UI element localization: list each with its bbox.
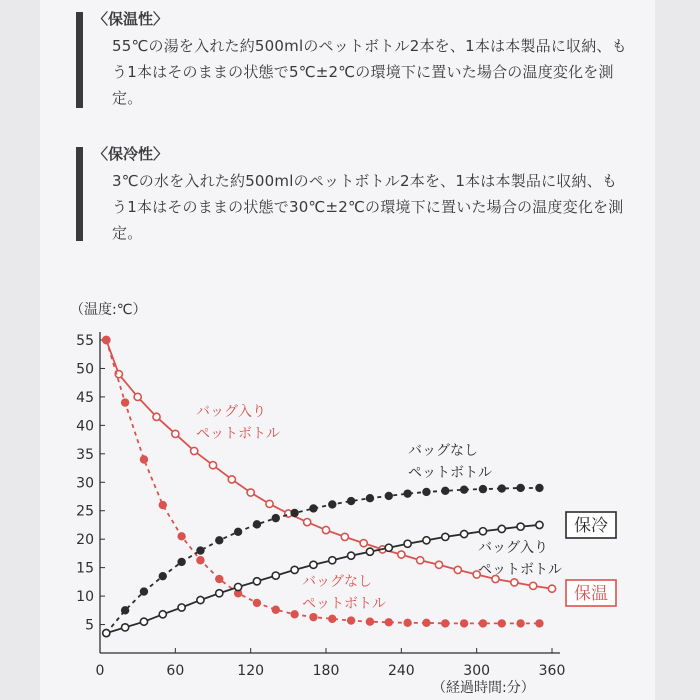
data-point: [309, 504, 317, 512]
y-tick-label: 20: [76, 532, 94, 549]
data-point: [366, 548, 373, 555]
x-tick-label: 300: [463, 663, 491, 679]
data-point: [403, 619, 411, 627]
data-point: [216, 590, 223, 597]
data-point: [516, 619, 524, 627]
data-point: [291, 566, 298, 573]
data-point: [272, 572, 279, 579]
data-point: [140, 618, 147, 625]
data-point: [417, 557, 424, 564]
data-point: [159, 501, 167, 509]
data-point: [140, 455, 148, 463]
data-point: [196, 546, 204, 554]
data-point: [122, 624, 129, 631]
warm-heading: 〈保温性〉: [93, 10, 169, 28]
data-point: [172, 430, 179, 437]
data-point: [479, 619, 487, 627]
data-point: [329, 557, 336, 564]
series-label: ペットボトル: [196, 426, 280, 442]
group-tag-label: 保温: [574, 584, 608, 604]
data-point: [535, 619, 543, 627]
data-point: [290, 509, 298, 517]
y-tick-label: 55: [76, 333, 94, 349]
data-point: [479, 528, 486, 535]
data-point: [511, 579, 518, 586]
cold-heading: 〈保冷性〉: [93, 145, 169, 163]
y-tick-label: 5: [85, 617, 94, 634]
x-tick-label: 0: [95, 663, 105, 679]
data-point: [253, 578, 260, 585]
data-point: [196, 556, 204, 564]
data-point: [516, 484, 524, 492]
data-point: [177, 558, 185, 566]
data-point: [266, 500, 273, 507]
data-point: [435, 561, 442, 568]
data-point: [347, 616, 355, 624]
data-point: [140, 587, 148, 595]
data-point: [121, 398, 129, 406]
y-tick-label: 10: [76, 589, 94, 606]
data-point: [178, 604, 185, 611]
data-point: [461, 530, 468, 537]
data-point: [228, 476, 235, 483]
data-point: [103, 629, 110, 636]
data-point: [304, 519, 311, 526]
x-tick-label: 60: [166, 663, 185, 679]
x-tick-label: 180: [312, 663, 340, 679]
series-label: バッグ入り: [196, 404, 266, 420]
data-point: [498, 484, 506, 492]
warm-description: 55℃の湯を入れた約500mlのペットボトル2本を、1本は本製品に収納、もう1本はそのままの状態で5℃±2℃の環境下に置いた場合の温度変化を測定。: [112, 37, 627, 107]
y-tick-label: 45: [76, 389, 94, 406]
data-point: [460, 485, 468, 493]
y-tick-label: 25: [76, 503, 94, 520]
data-point: [441, 487, 449, 495]
data-point: [197, 596, 204, 603]
data-point: [102, 336, 110, 344]
data-point: [422, 619, 430, 627]
series-label: バッグなし: [408, 443, 478, 459]
data-point: [153, 413, 160, 420]
y-tick-label: 30: [76, 475, 94, 492]
data-point: [191, 447, 198, 454]
data-point: [290, 610, 298, 618]
data-point: [272, 514, 280, 522]
data-point: [442, 533, 449, 540]
data-point: [548, 585, 555, 592]
data-point: [385, 544, 392, 551]
y-tick-label: 35: [76, 446, 94, 463]
series-label: ペットボトル: [408, 465, 492, 481]
data-point: [441, 619, 449, 627]
data-point: [209, 462, 216, 469]
series-label: ペットボトル: [478, 562, 562, 578]
series-label: バッグ入り: [478, 540, 548, 556]
data-point: [385, 618, 393, 626]
data-point: [328, 500, 336, 508]
data-point: [454, 566, 461, 573]
group-tag-label: 保冷: [574, 516, 608, 536]
data-point: [422, 488, 430, 496]
data-point: [366, 494, 374, 502]
data-point: [159, 611, 166, 618]
data-point: [403, 489, 411, 497]
data-point: [215, 575, 223, 583]
x-tick-label: 120: [237, 663, 265, 679]
data-point: [272, 606, 280, 614]
x-axis-label: （経過時間:分）: [432, 680, 535, 696]
data-point: [215, 536, 223, 544]
data-point: [253, 520, 261, 528]
data-point: [177, 532, 185, 540]
data-point: [253, 599, 261, 607]
data-point: [398, 551, 405, 558]
series-label: ペットボトル: [302, 596, 386, 612]
data-point: [498, 525, 505, 532]
data-point: [247, 489, 254, 496]
data-point: [460, 619, 468, 627]
data-point: [479, 485, 487, 493]
data-point: [121, 606, 129, 614]
data-point: [348, 552, 355, 559]
series-label: バッグなし: [302, 574, 372, 590]
data-point: [234, 528, 242, 536]
data-point: [385, 492, 393, 500]
y-tick-label: 50: [76, 361, 94, 378]
data-point: [530, 582, 537, 589]
x-tick-label: 240: [387, 663, 415, 679]
cold-description: 3℃の水を入れた約500mlのペットボトル2本を、1本は本製品に収納、もう1本はそのままの状態で30℃±2℃の環境下に置いた場合の温度変化を測定。: [112, 172, 624, 242]
data-point: [310, 561, 317, 568]
data-point: [159, 572, 167, 580]
data-point: [134, 393, 141, 400]
data-point: [536, 521, 543, 528]
data-point: [309, 613, 317, 621]
y-axis-label: （温度:℃）: [70, 302, 147, 318]
data-point: [404, 540, 411, 547]
data-point: [535, 484, 543, 492]
y-tick-label: 40: [76, 418, 94, 435]
data-point: [235, 583, 242, 590]
data-point: [423, 537, 430, 544]
data-point: [341, 533, 348, 540]
x-tick-label: 360: [538, 663, 566, 679]
data-point: [322, 526, 329, 533]
data-point: [347, 497, 355, 505]
data-point: [360, 540, 367, 547]
data-point: [498, 619, 506, 627]
data-point: [517, 523, 524, 530]
data-point: [328, 615, 336, 623]
data-point: [366, 618, 374, 626]
y-tick-label: 15: [76, 560, 94, 577]
